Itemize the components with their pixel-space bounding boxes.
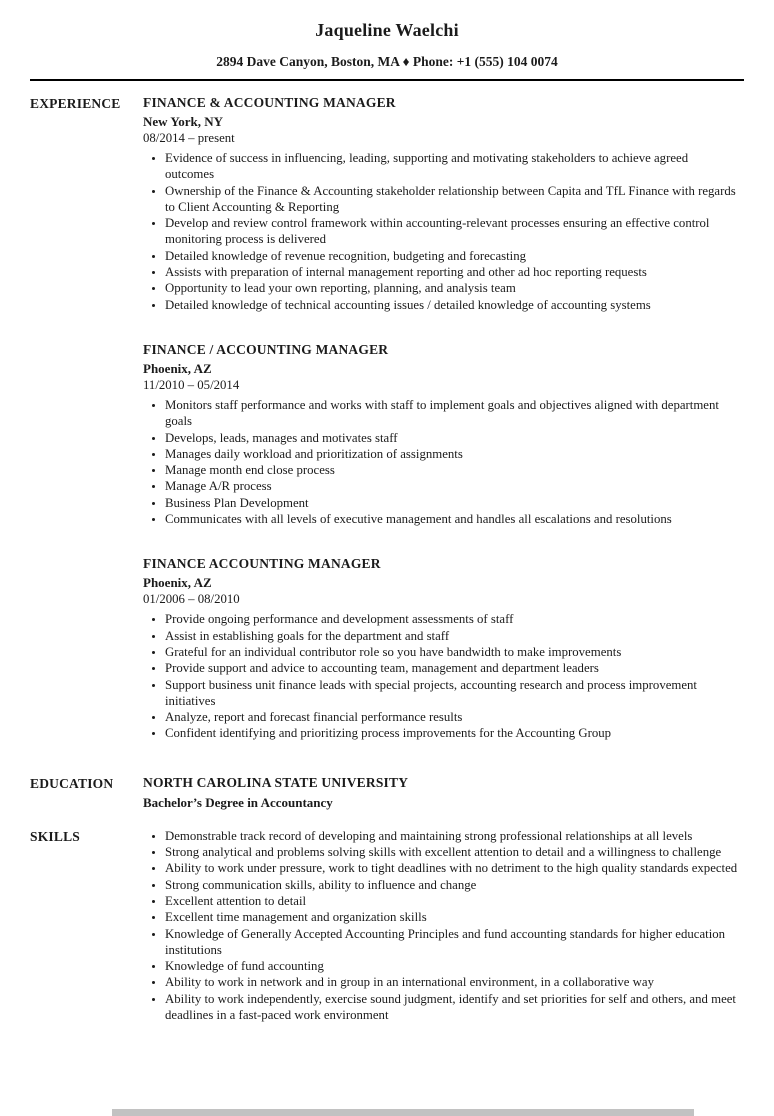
section-label-education: EDUCATION — [30, 775, 114, 791]
section-education — [30, 775, 738, 811]
contact-line: 2894 Dave Canyon, Boston, MA ♦ Phone: +1 (555) 104 0074 — [216, 54, 558, 69]
person-name: Jaqueline Waelchi — [315, 20, 459, 40]
job-dates: 11/2010 – 05/2014 — [143, 377, 240, 392]
skill-bullet: • Strong communication skills, ability to influence and change — [165, 877, 738, 893]
job-location: Phoenix, AZ — [143, 360, 212, 376]
job-bullet: • Provide support and advice to accounting team, management and department leaders — [165, 660, 738, 676]
skills-content — [143, 828, 738, 1024]
skill-bullet: • Excellent time management and organization skills — [165, 909, 738, 925]
job-bullet: • Manage A/R process — [165, 478, 738, 494]
page-bottom-edge-artifact — [112, 1109, 694, 1116]
skill-bullet: • Excellent attention to detail — [165, 893, 738, 909]
job-bullet-list — [143, 397, 738, 527]
skill-bullet: • Ability to work in network and in group in an international environment, in a collaborative way — [165, 974, 738, 990]
job-bullet-list — [143, 611, 738, 741]
job-bullet: • Detailed knowledge of technical accounting issues / detailed knowledge of accounting systems — [165, 297, 738, 313]
job-location: New York, NY — [143, 114, 224, 129]
job-title: FINANCE ACCOUNTING MANAGER — [143, 556, 381, 572]
skill-bullet: • Strong analytical and problems solving skills with excellent attention to detail and a willingness to challenge — [165, 844, 738, 860]
job-dates: 01/2006 – 08/2010 — [143, 592, 240, 607]
section-label-skills: SKILLS — [30, 828, 80, 844]
skills-bullet-list — [143, 828, 738, 1024]
experience-content — [143, 95, 738, 742]
job-dates: 08/2014 – present — [143, 131, 235, 145]
resume-header — [0, 0, 774, 70]
job-bullet: • Manages daily workload and prioritization of assignments — [165, 446, 738, 462]
job-bullet: • Provide ongoing performance and development assessments of staff — [165, 611, 738, 627]
skill-bullet: • Ability to work under pressure, work to tight deadlines with no detriment to the high quality standards expected — [165, 860, 738, 876]
skill-bullet: • Demonstrable track record of developing and maintaining strong professional relationships at all levels — [165, 828, 738, 844]
job-bullet: • Grateful for an individual contributor role so you have bandwidth to make improvements — [165, 644, 738, 660]
job-title: FINANCE / ACCOUNTING MANAGER — [143, 341, 389, 357]
skill-bullet: • Knowledge of fund accounting — [165, 958, 738, 974]
degree-name: Bachelor’s Degree in Accountancy — [143, 794, 333, 810]
job-location: Phoenix, AZ — [143, 575, 212, 591]
job-bullet: • Detailed knowledge of revenue recognition, budgeting and forecasting — [165, 248, 738, 264]
school-name: NORTH CAROLINA STATE UNIVERSITY — [143, 774, 409, 790]
job-bullet: • Assists with preparation of internal management reporting and other ad hoc reporting requests — [165, 264, 738, 280]
job-bullet: • Develops, leads, manages and motivates staff — [165, 430, 738, 446]
header-divider — [30, 79, 744, 81]
section-label-experience: EXPERIENCE — [30, 96, 121, 111]
job-entry-1 — [143, 95, 738, 313]
job-bullet: • Opportunity to lead your own reporting, planning, and analysis team — [165, 280, 738, 296]
job-bullet: • Business Plan Development — [165, 495, 738, 511]
job-bullet: • Manage month end close process — [165, 462, 738, 478]
skill-bullet: • Ability to work independently, exercise sound judgment, identify and set priorities for self and others, and meet deadlines in a fast-paced work environment — [165, 991, 738, 1024]
job-entry-3 — [143, 556, 738, 741]
job-bullet: • Monitors staff performance and works with staff to implement goals and objectives aligned with department goals — [165, 397, 738, 430]
job-bullet: • Ownership of the Finance & Accounting stakeholder relationship between Capita and TfL Finance with regards to Client Accounting & Reporting — [165, 183, 738, 216]
job-entry-2 — [143, 342, 738, 527]
job-bullet: • Support business unit finance leads with special projects, accounting research and process improvement initiatives — [165, 677, 738, 710]
job-title: FINANCE & ACCOUNTING MANAGER — [143, 95, 396, 110]
skill-bullet: • Knowledge of Generally Accepted Accounting Principles and fund accounting standards for higher education institutions — [165, 926, 738, 959]
job-bullet: • Assist in establishing goals for the department and staff — [165, 628, 738, 644]
job-bullet: • Analyze, report and forecast financial performance results — [165, 709, 738, 725]
job-bullet: • Evidence of success in influencing, leading, supporting and motivating stakeholders to achieve agreed outcomes — [165, 150, 738, 183]
job-bullet: • Develop and review control framework within accounting-relevant processes ensuring an effective control monitoring process is delivered — [165, 215, 738, 248]
job-bullet-list — [143, 150, 738, 313]
job-bullet: • Confident identifying and prioritizing process improvements for the Accounting Group — [165, 725, 738, 741]
section-experience — [30, 95, 738, 742]
education-content — [143, 775, 738, 811]
job-bullet: • Communicates with all levels of executive management and handles all escalations and resolutions — [165, 511, 738, 527]
section-skills — [30, 828, 738, 1024]
